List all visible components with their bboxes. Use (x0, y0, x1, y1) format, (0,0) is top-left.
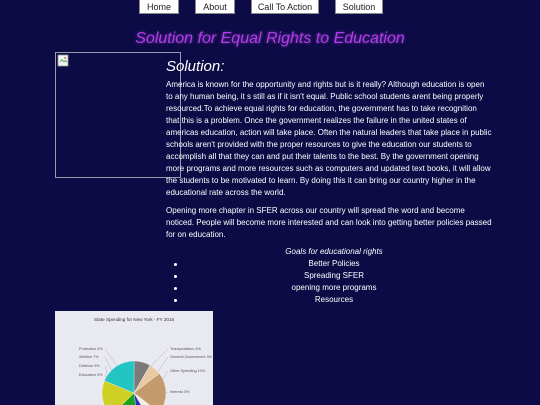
list-item: Resources (166, 294, 502, 306)
nav-call-to-action-button[interactable]: Call To Action (251, 0, 319, 14)
solution-paragraph-2: Opening more chapter in SFER across our country will spread the word and become noticed. People will become more interested and can look into getting better policies passed for on education. (166, 206, 492, 239)
bullet-icon (174, 263, 177, 266)
goals-title: Goals for educational rights (285, 247, 383, 256)
list-item: Better Policies (166, 258, 502, 270)
chart-label: Welfare 7% (79, 355, 99, 359)
chart-label: Interest 3% (170, 390, 190, 394)
nav-solution-button[interactable]: Solution (335, 0, 383, 14)
section-heading: Solution: (166, 58, 225, 75)
chart-label: Other Spending 10% (170, 369, 206, 373)
broken-image-icon (57, 54, 71, 68)
pie-leader-line (105, 349, 117, 366)
chart-label: Defense 9% (79, 364, 100, 368)
pie-leader-line (157, 357, 168, 373)
chart-title: State Spending for New York - FY 2015 (93, 317, 175, 322)
nav-about-button[interactable]: About (195, 0, 235, 14)
chart-label: General Government 3% (170, 355, 212, 359)
spending-pie-chart (55, 311, 213, 405)
page-title: Solution for Equal Rights to Education (135, 30, 405, 47)
chart-label: Protection 3% (79, 347, 103, 351)
list-item: Spreading SFER (166, 270, 502, 282)
chart-label: Transportation 4% (170, 347, 201, 351)
solution-paragraph-1: America is known for the opportunity and rights but is it really? Although education is open to any human being, it s still as if it isn't equal. Public school students arent being properly resourced.To achieve equal rights for education, the government has to take recognition that this is a problem. Once the government realizes the failure in the united states of americas education, action will take place. Often the natural leaders that take place in public schools aren't provided with the proper resources to give the education our students to accomplish all that they can and put their talents to the best. By the government opening more programs and more resources such as computers and updated text books, it will allow the students to be motivated to learn. By doing this it can bring our country higher in the educational rate across the world. (166, 80, 492, 197)
bullet-icon (174, 275, 177, 278)
broken-image (55, 52, 181, 178)
pie-leader-line (151, 349, 168, 366)
solution-section (166, 58, 492, 247)
nav-home-button[interactable]: Home (139, 0, 179, 14)
bullet-icon (174, 299, 177, 302)
bullet-icon (174, 287, 177, 290)
goals-list (166, 246, 502, 306)
top-navigation (0, 0, 540, 16)
chart-label: Education 9% (79, 373, 103, 377)
list-item: opening more programs (166, 282, 502, 294)
